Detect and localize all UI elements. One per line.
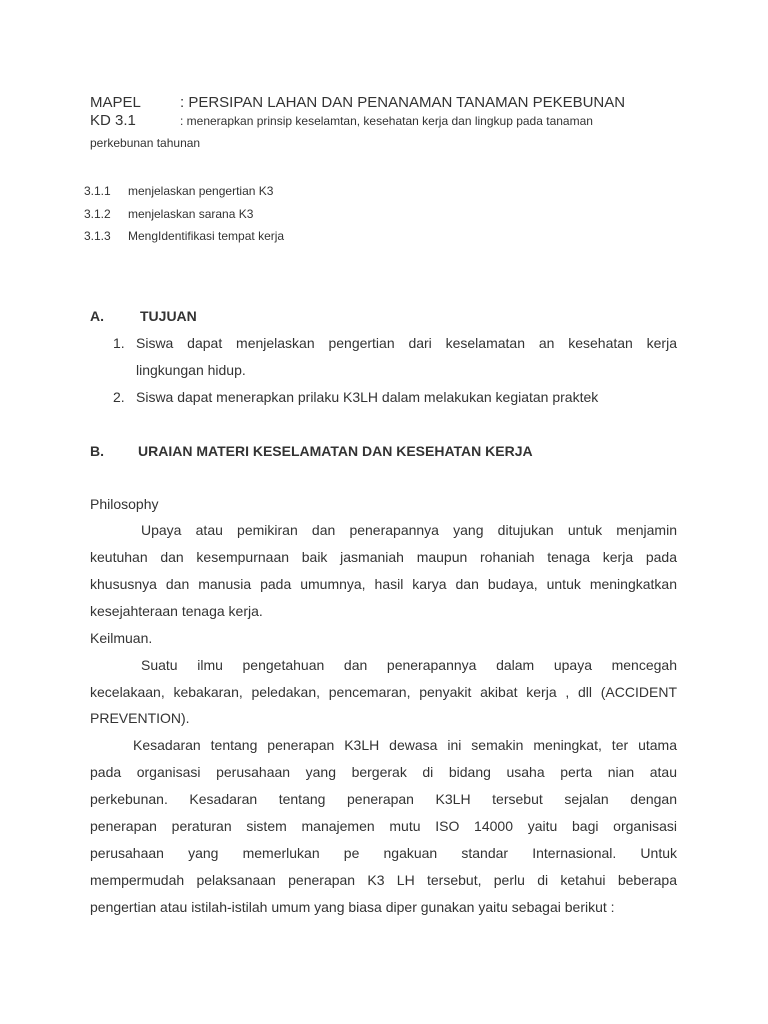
kesadaran-line: mempermudah pelaksanaan penerapan K3 LH tersebut, perlu di ketahui beberapa [90, 872, 677, 888]
kd-continuation: perkebunan tahunan [90, 136, 201, 150]
indicator-number: 3.1.3 [84, 229, 111, 243]
section-b-title: URAIAN MATERI KESELAMATAN DAN KESEHATAN KERJA [138, 443, 533, 459]
tujuan-item-line: Siswa dapat menjelaskan pengertian dari keselamatan an kesehatan kerja [136, 335, 677, 351]
mapel-label: MAPEL [90, 94, 141, 111]
kesadaran-line: perkebunan. Kesadaran tentang penerapan K3LH tersebut sejalan dengan [90, 791, 677, 807]
kesadaran-line: pengertian atau istilah-istilah umum yang biasa diper gunakan yaitu sebagai berikut : [90, 899, 615, 915]
keilmuan-line: PREVENTION). [90, 710, 190, 726]
list-number: 2. [113, 389, 125, 405]
philosophy-label: Philosophy [90, 496, 159, 512]
kesadaran-line: Kesadaran tentang penerapan K3LH dewasa ini semakin meningkat, ter utama [133, 737, 677, 753]
keilmuan-label: Keilmuan. [90, 630, 153, 646]
mapel-value: : PERSIPAN LAHAN DAN PENANAMAN TANAMAN PEKEBUNAN [180, 94, 626, 111]
keilmuan-line: kecelakaan, kebakaran, peledakan, pencemaran, penyakit akibat kerja , dll (ACCIDENT [90, 684, 677, 700]
philosophy-line: Upaya atau pemikiran dan penerapannya yang ditujukan untuk menjamin [141, 522, 677, 538]
section-a-letter: A. [90, 308, 104, 324]
tujuan-item-line: lingkungan hidup. [136, 362, 246, 378]
section-a-title: TUJUAN [140, 308, 197, 324]
tujuan-item-line: Siswa dapat menerapkan prilaku K3LH dalam melakukan kegiatan praktek [136, 389, 599, 405]
indicator-text: MengIdentifikasi tempat kerja [128, 229, 285, 243]
philosophy-line: keutuhan dan kesempurnaan baik jasmaniah maupun rohaniah tenaga kerja pada [90, 549, 677, 565]
philosophy-line: kesejahteraan tenaga kerja. [90, 603, 263, 619]
philosophy-line: khususnya dan manusia pada umumnya, hasil karya dan budaya, untuk meningkatkan [90, 576, 677, 592]
list-number: 1. [113, 335, 125, 351]
indicator-number: 3.1.2 [84, 207, 111, 221]
kd-value: : menerapkan prinsip keselamtan, kesehatan kerja dan lingkup pada tanaman [180, 114, 593, 128]
keilmuan-line: Suatu ilmu pengetahuan dan penerapannya dalam upaya mencegah [141, 657, 677, 673]
kesadaran-line: perusahaan yang memerlukan pe ngakuan standar Internasional. Untuk [90, 845, 677, 861]
kesadaran-line: pada organisasi perusahaan yang bergerak di bidang usaha perta nian atau [90, 764, 677, 780]
kesadaran-line: penerapan peraturan sistem manajemen mutu ISO 14000 yaitu bagi organisasi [90, 818, 677, 834]
kd-label: KD 3.1 [90, 112, 136, 129]
indicator-text: menjelaskan sarana K3 [128, 207, 254, 221]
indicator-number: 3.1.1 [84, 184, 111, 198]
section-b-letter: B. [90, 443, 104, 459]
indicator-text: menjelaskan pengertian K3 [128, 184, 274, 198]
